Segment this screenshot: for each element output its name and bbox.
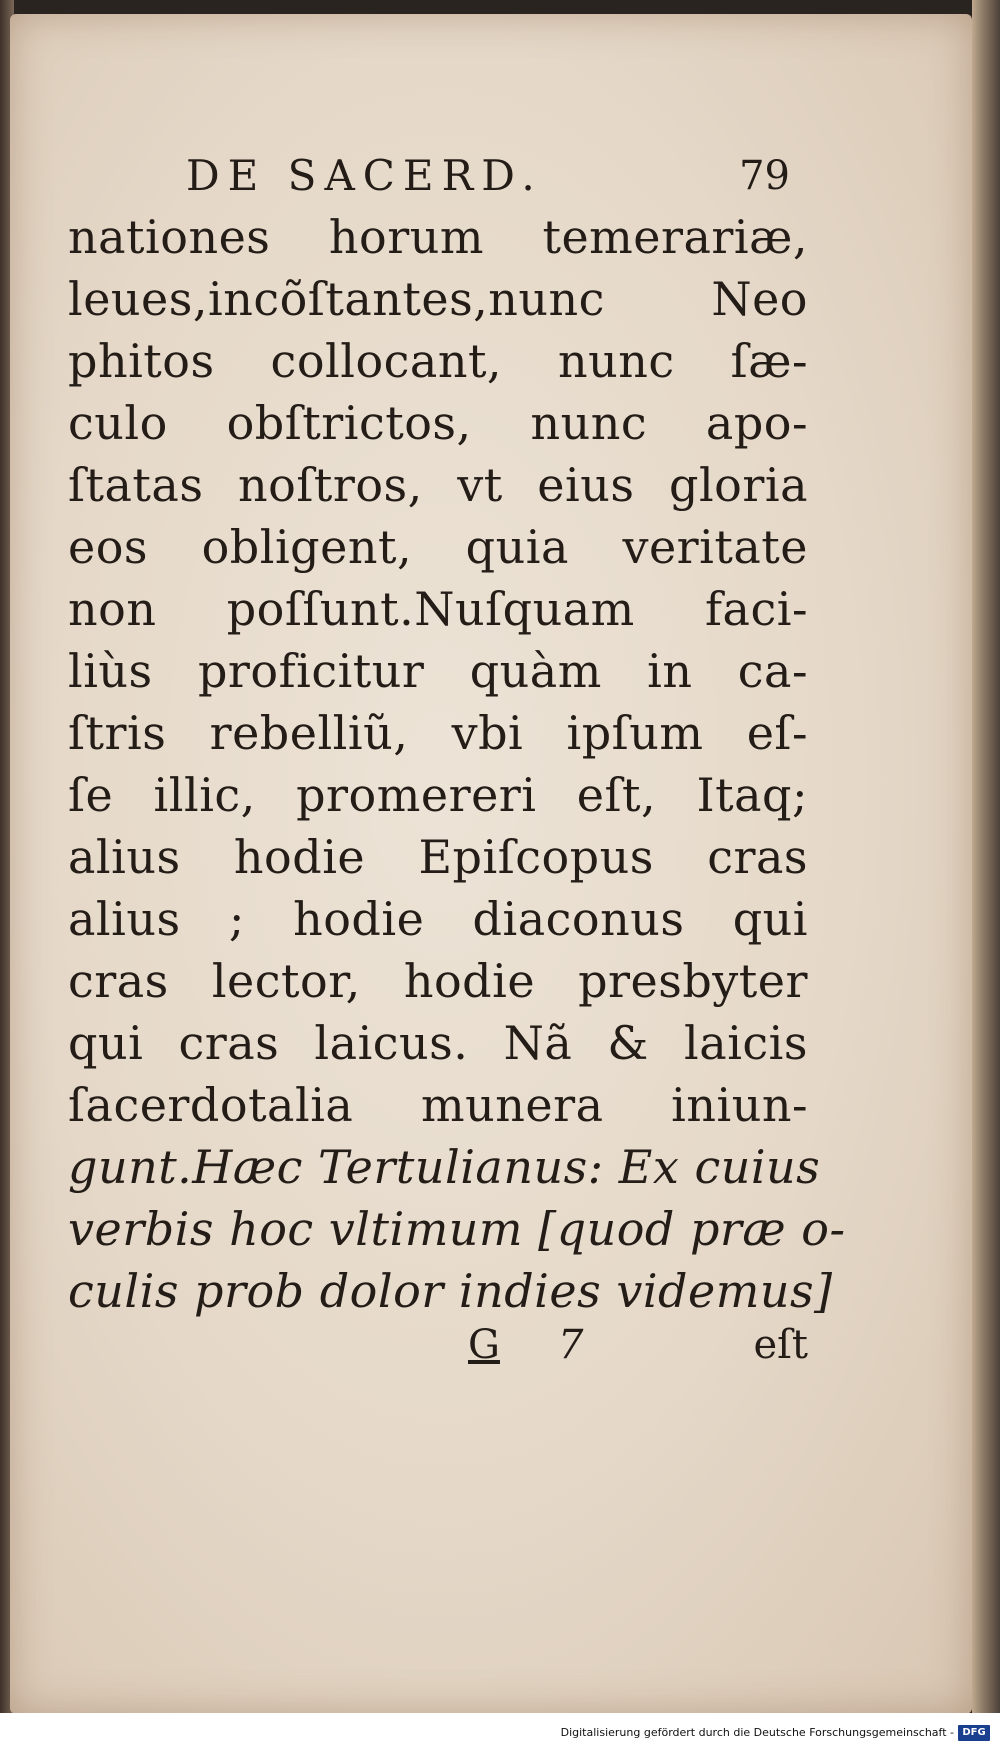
digitization-credit: Digitalisierung gefördert durch die Deutsche Forschungsgemeinschaft - <box>560 1726 954 1739</box>
text-line: gunt.Hæc Tertulianus: Ex cuius <box>68 1140 821 1194</box>
folio-number: 79 <box>739 153 790 199</box>
text-line: qui cras laicus. Nã & laicis <box>68 1016 808 1070</box>
text-line: alius hodie Epiſcopus cras <box>68 830 808 884</box>
text-line: phitos collocant, nunc ſæ- <box>68 334 808 388</box>
text-line: liùs proficitur quàm in ca- <box>68 644 808 698</box>
signature-mark: G <box>468 1322 500 1368</box>
dfg-logo: DFG <box>958 1725 990 1741</box>
text-block <box>68 146 846 1382</box>
page-edge <box>972 0 1000 1720</box>
text-line: non poſſunt.Nuſquam faci- <box>68 582 808 636</box>
text-line: culis prob dolor indies videmus] <box>68 1264 833 1318</box>
signature-number: 7 <box>558 1322 584 1368</box>
text-line: culo obſtrictos, nunc apo- <box>68 396 808 450</box>
catchword: eſt <box>753 1322 808 1368</box>
text-line: cras lector, hodie presbyter <box>68 954 808 1008</box>
text-line: ſtatas noſtros, vt eius gloria <box>68 458 808 512</box>
text-line: ſacerdotalia munera iniun- <box>68 1078 808 1132</box>
book-page <box>10 14 972 1714</box>
text-line: leues,incõſtantes,nunc Neo <box>68 272 808 326</box>
text-line: verbis hoc vltimum [quod præ o- <box>68 1202 846 1256</box>
running-title: DE SACERD. <box>186 151 543 200</box>
text-line: nationes horum temerariæ, <box>68 210 808 264</box>
credit-bar <box>0 1713 1000 1753</box>
running-header <box>68 146 808 206</box>
page-footer <box>68 1322 808 1382</box>
text-line: ſe illic, promereri eſt, Itaq; <box>68 768 808 822</box>
text-line: alius ; hodie diaconus qui <box>68 892 808 946</box>
text-line: ſtris rebelliũ, vbi ipſum eſ- <box>68 706 808 760</box>
text-line: eos obligent, quia veritate <box>68 520 808 574</box>
